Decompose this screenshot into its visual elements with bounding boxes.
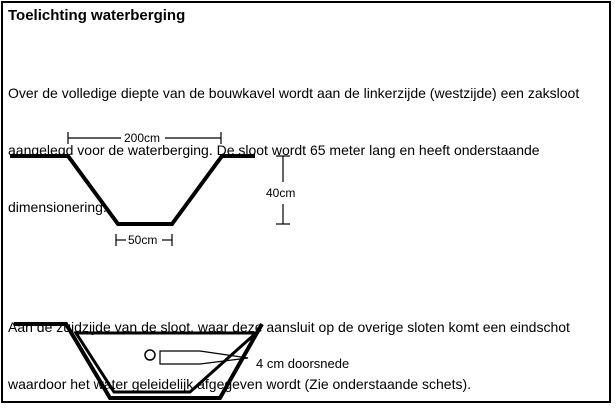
depth-label: 40cm <box>266 186 296 200</box>
intro-line: dimensionering. <box>8 199 107 215</box>
page-title: Toelichting waterberging <box>8 7 186 24</box>
bottom-width-label: 50cm <box>128 233 158 247</box>
intro-line: Over de volledige diepte van de bouwkavel wordt aan de linkerzijde (westzijde) een zaksloot <box>8 85 580 101</box>
intro-line: aangelegd voor de waterberging. De sloot wordt 65 meter lang en heeft onderstaande <box>8 142 540 158</box>
outro-line: waardoor het water geleidelijk afgegeven wordt (Zie onderstaande schets). <box>8 376 472 392</box>
top-width-label: 200cm <box>124 131 161 145</box>
outro-line: Aan de zuidzijde van de sloot, waar deze aansluit op de overige sloten komt een eindschot <box>8 319 570 335</box>
pipe-label: 4 cm doorsnede <box>256 356 350 371</box>
pipe-opening <box>145 350 155 360</box>
